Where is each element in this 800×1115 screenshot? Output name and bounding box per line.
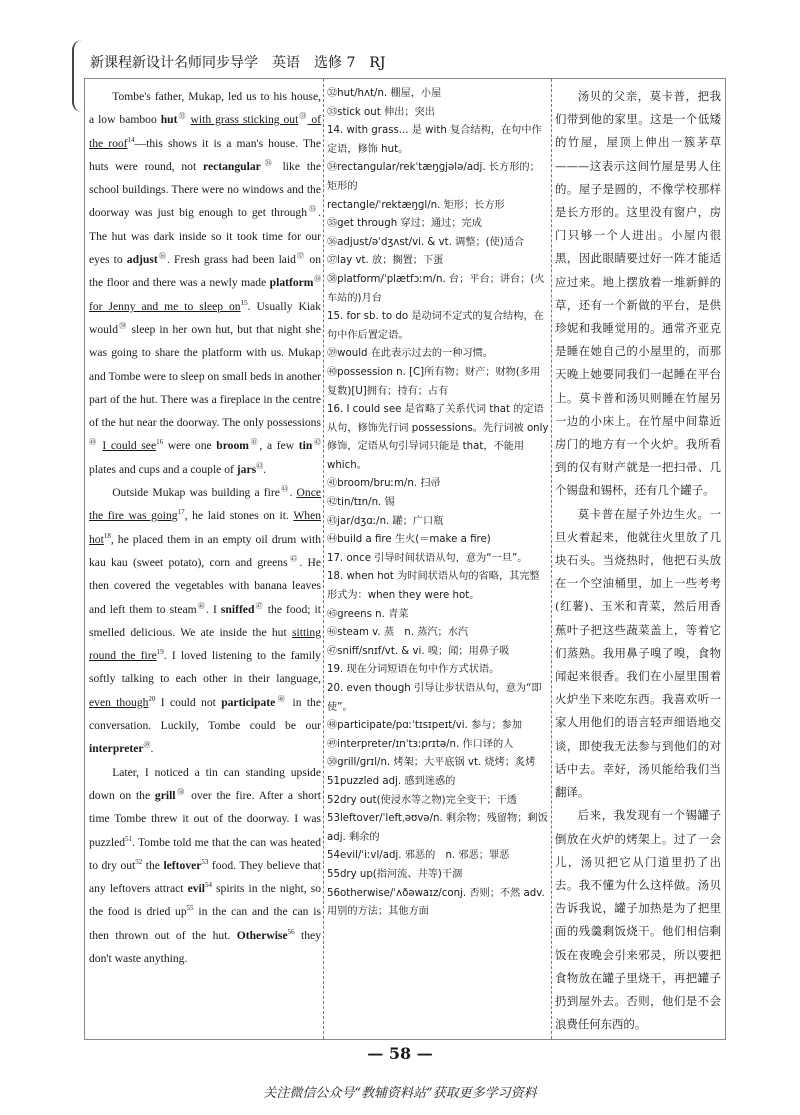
passage-text: —this shows it is a man's house. The huts were round, not [89, 136, 321, 173]
underlined-phrase: Once the fire was going [89, 486, 321, 523]
vocab-word: hut [160, 113, 178, 127]
note-item: 19. 现在分词短语在句中作方式状语。 [327, 664, 500, 676]
chinese-translation [555, 85, 721, 1033]
translation-paragraph: 莫卡普在屋子外边生火。一旦火着起来，他就往火里放了几块石头。当烧热时，他把石头放在一个空油桶里，加上一些考考(红薯)、玉米和青菜，然后用香蕉叶子把这些蔬菜盖上，等着它们蒸熟。我用鼻子嗅了嗅，食物闻起来很香。我们在小屋里围着火炉坐下来吃东西。我喜欢听一家人用他们的语言轻声细语地交谈，即使我无法参与到他们的对话中去。幸好，汤贝能给我们当翻译。 [555, 506, 721, 800]
passage-text: on the floor and there was a newly made [89, 253, 321, 290]
note-marker: ㊱ [157, 252, 168, 261]
page-frame [84, 78, 726, 1040]
note-item: 54evil/ˈiːvl/adj. 邪恶的 n. 邪恶；罪恶 [327, 850, 510, 862]
note-item: 52dry out(使浸水等之物)完全变干；干透 [327, 794, 517, 806]
passage-text: . Usually Kiak would [89, 299, 321, 336]
passage-text: . He then covered the vegetables with banana leaves and left them to steam [89, 555, 321, 616]
passage-text: in the conversation. Luckily, Tombe could be our [89, 695, 321, 733]
note-marker: 19 [156, 648, 164, 657]
note-item: ㊴would 在此表示过去的一种习惯。 [327, 348, 493, 360]
note-marker: 53 [201, 857, 209, 866]
note-item: 55dry up(指河流、井等)干涸 [327, 868, 463, 880]
note-item: 15. for sb. to do 是动词不定式的复合结构，在句中作后置定语。 [327, 311, 544, 341]
vocab-word: jars [236, 462, 257, 476]
note-marker: 15 [240, 298, 248, 307]
passage-text: spirits in the night, so the food is dried up [89, 882, 321, 919]
note-marker: ㊳ [313, 275, 321, 284]
note-marker: 14 [127, 135, 135, 144]
vocab-word: broom [216, 439, 249, 453]
note-item: ㉝stick out 伸出；突出 [327, 106, 435, 118]
passage-text: were one [163, 439, 217, 453]
column-divider [551, 79, 552, 1039]
passage-text: Outside Mukap was building a fire [112, 486, 280, 500]
note-marker: 56 [287, 927, 295, 936]
passage-text: like the school buildings. There were no windows and the doorway was just big enough to get through [89, 159, 321, 220]
translation-paragraph: 汤贝的父亲，莫卡普，把我们带到他的家里。这是一个低矮的竹屋，屋顶上伸出一簇茅草———这表示这间竹屋是男人住的。屋子是圆的，不像学校那样是长方形的。这里没有窗户，房门只够一个人进出。小屋内很黑，因此眼睛要过好一阵才能适应过来。地上摆放着一堆新鲜的草，还有一个新做的平台，是供珍妮和我睡觉用的。通常齐亚克是睡在她自己的小屋里的，而那天晚上她要同我们一起睡在平台上。莫卡普和汤贝则睡在竹屋另一边的小床上。在竹屋中间靠近房门的地方有一个火炉。我所看到的仅有财产就是一把扫帚、几个锡盘和锡杯，还有几个罐子。 [555, 89, 721, 498]
underlined-phrase: even though [89, 695, 149, 709]
note-marker: ㊾ [143, 741, 151, 750]
note-item: ㊱adjust/əˈdʒʌst/vi. & vt. 调整；(使)适合 [327, 236, 525, 248]
note-item: ㊶broom/bruːm/n. 扫帚 [327, 478, 441, 490]
passage-text: . [150, 742, 154, 756]
column-divider [323, 79, 324, 1039]
passage-paragraph [89, 85, 321, 481]
note-marker: ㊿ [175, 788, 187, 797]
passage-text: . The hut was dark inside so it took time for our eyes to [89, 206, 321, 267]
passage-text: food. They believe that any leftovers attract [89, 858, 322, 896]
translation-paragraph: 后来，我发现有一个锡罐子倒放在火炉的烤架上。过了一会儿，汤贝把它从门道里扔了出去。我不懂为什么这样做。汤贝告诉我说，罐子加热是为了把里面的残羹剩饭烧干。他们相信剩饭在夜晚会引来邪灵，所以要把食物放在罐子里烧干，再把罐子扔到屋外去。否则，他们是不会浪费任何东西的。 [555, 808, 721, 1032]
note-marker: 18 [103, 531, 111, 540]
note-item: 17. once 引导时间状语从句，意为“一旦”。 [327, 552, 528, 564]
vocab-word: sniffed [220, 602, 255, 616]
note-item: ㊼sniff/snɪf/vt. & vi. 嗅；闻；用鼻子吸 [327, 645, 510, 657]
vocab-word: platform [269, 276, 314, 290]
passage-text: they don't waste anything. [89, 928, 321, 965]
note-item: rectangle/ˈrektæŋɡl/n. 矩形；长方形 [327, 199, 505, 211]
passage-text: Tombe's father, Mukap, led us to his house, a low bamboo [89, 90, 321, 127]
passage-text: . [263, 462, 267, 476]
note-item: ㉜hut/hʌt/n. 棚屋，小屋 [327, 88, 442, 99]
note-marker: 51 [125, 834, 133, 843]
passage-text: plates and cups and a couple of [89, 462, 237, 476]
note-marker: ㊶ [248, 438, 260, 447]
note-item: ㊿grill/ɡrɪl/n. 烤架；大平底锅 vt. 烧烤；炙烤 [327, 757, 536, 769]
note-marker: 16 [156, 438, 164, 447]
passage-text: , a few [259, 439, 299, 453]
note-marker: ㊽ [275, 694, 288, 703]
note-marker: ㉜ [177, 112, 187, 121]
note-marker: ㊺ [287, 555, 300, 564]
passage-text: . Fresh grass had been laid [167, 253, 296, 267]
vocab-word: tin [298, 439, 313, 453]
note-marker: ㊹ [279, 485, 290, 494]
page-header: 新课程新设计名师同步导学 英语 选修 7 RJ [90, 55, 386, 71]
note-marker: ㉝ [298, 112, 308, 121]
note-item: 56otherwise/ˈʌðəwaɪz/conj. 否则；不然 adv. 用别的方法；其他方面 [327, 887, 545, 918]
vocab-word: interpreter [89, 742, 144, 756]
note-marker: 52 [135, 857, 143, 866]
passage-text: over the fire. After a short time Tombe threw it out of the doorway. I was puzzled [89, 788, 322, 849]
note-marker: ㉞ [260, 159, 276, 168]
passage-text: , he placed them in an empty oil drum with kau kau (sweet potato), corn and greens [89, 532, 321, 569]
passage-text: in the can and the can is then thrown out of the hut. [89, 905, 321, 942]
note-item: ㊺greens n. 青菜 [327, 608, 409, 620]
vocab-word: evil [187, 882, 205, 896]
vocab-word: participate [221, 695, 276, 709]
vocabulary-notes [327, 85, 558, 1033]
passage-paragraph [89, 761, 321, 971]
note-item: 53leftover/ˈleftˌəʊvə/n. 剩余物；残留物；剩饭 adj. 剩余的 [327, 813, 558, 843]
note-item: ㉞rectangular/rekˈtæŋɡjələ/adj. 长方形的；矩形的 [327, 162, 540, 192]
header-bracket [72, 40, 84, 112]
vocab-word: grill [154, 788, 176, 802]
underlined-phrase: with grass sticking out [190, 113, 299, 127]
passage-text: , he laid stones on it. [184, 509, 294, 523]
note-item: ㉟get through 穿过；通过；完成 [327, 218, 482, 230]
note-marker: ㊻ [196, 601, 207, 610]
note-marker: ㊴ [117, 322, 128, 331]
underlined-phrase: When hot [89, 509, 322, 546]
note-item: ㊷tin/tɪn/n. 锡 [327, 497, 395, 509]
footer-note: 关注微信公众号“教辅资料站”获取更多学习资料 [263, 1086, 537, 1101]
note-marker: ㊼ [254, 601, 264, 610]
note-item: ㊹build a fire 生火(＝make a fire) [327, 534, 491, 546]
note-marker: 20 [148, 694, 156, 703]
passage-text: . Tombe told me that the can was heated to dry out [89, 835, 321, 872]
note-item: 14. with grass... 是 with 复合结构，在句中作定语，修饰 hut。 [327, 125, 542, 155]
note-item: ㊳platform/ˈplætfɔːm/n. 台；平台；讲台；(火车站的)月台 [327, 273, 545, 304]
underlined-phrase: for Jenny and me to sleep on [89, 299, 241, 313]
note-item: 16. I could see 是省略了关系代词 that 的定语从句，修饰先行词 possessions。先行词被 only 修饰，定语从句引导词只能是 that，不能用 which。 [327, 404, 549, 471]
note-marker: 54 [204, 881, 212, 890]
note-item: ㊽participate/pɑːˈtɪsɪpeɪt/vi. 参与；参加 [327, 720, 523, 732]
passage-text: sleep in her own hut, but that night she was going to share the platform with us. Mukap and Tombe were to sleep on small beds in another part of the hut. There was a fireplace in the centre of the hut near the doorway. The only possessions [89, 322, 321, 430]
note-item: 20. even though 引导让步状语从句，意为“即使”。 [327, 683, 542, 713]
note-item: ㊸jar/dʒɑː/n. 罐；广口瓶 [327, 515, 444, 527]
note-item: ㊲lay vt. 放；搁置；下蛋 [327, 255, 444, 267]
note-item: ㊻steam v. 蒸 n. 蒸汽；水汽 [327, 627, 469, 639]
note-item: 18. when hot 为时间状语从句的省略，其完整形式为：when they were hot。 [327, 571, 540, 602]
passage-text: . I [206, 602, 221, 616]
note-marker: ㊷ [312, 438, 322, 447]
underlined-phrase: sitting round the fire [89, 625, 321, 663]
underlined-phrase: I could see [102, 439, 157, 453]
passage-text: the [142, 858, 164, 872]
note-item: ㊾interpreter/ɪnˈtɜːprɪtə/n. 作口译的人 [327, 738, 514, 750]
note-item: ㊵possession n. [C]所有物；财产；财物(多用复数)[U]拥有；持有；占有 [327, 366, 541, 397]
note-marker: 17 [177, 508, 185, 517]
passage-text: I could not [155, 695, 222, 709]
passage-text: . [289, 486, 297, 500]
note-marker: ㉟ [307, 205, 319, 214]
vocab-word: leftover [163, 858, 202, 872]
note-marker: ㊲ [295, 252, 306, 261]
passage-text: Later, I noticed a tin can standing upside down on the [89, 765, 321, 802]
note-item: 51puzzled adj. 感到迷惑的 [327, 775, 456, 787]
passage-text: . I loved listening to the family softly talking to each other in their language, [89, 649, 321, 686]
vocab-word: Otherwise [236, 928, 288, 942]
note-marker: ㊵ [89, 438, 98, 447]
vocab-word: adjust [126, 253, 158, 267]
passage-paragraph [89, 481, 321, 761]
note-marker: ㊸ [256, 461, 264, 470]
vocab-word: rectangular [203, 159, 261, 173]
page-number: — 58 — [367, 1044, 433, 1063]
english-passage [89, 85, 321, 1033]
passage-text: the food; it smelled delicious. We ate inside the hut [89, 602, 321, 639]
note-marker: 55 [186, 904, 194, 913]
underlined-phrase: of the roof [89, 113, 322, 150]
